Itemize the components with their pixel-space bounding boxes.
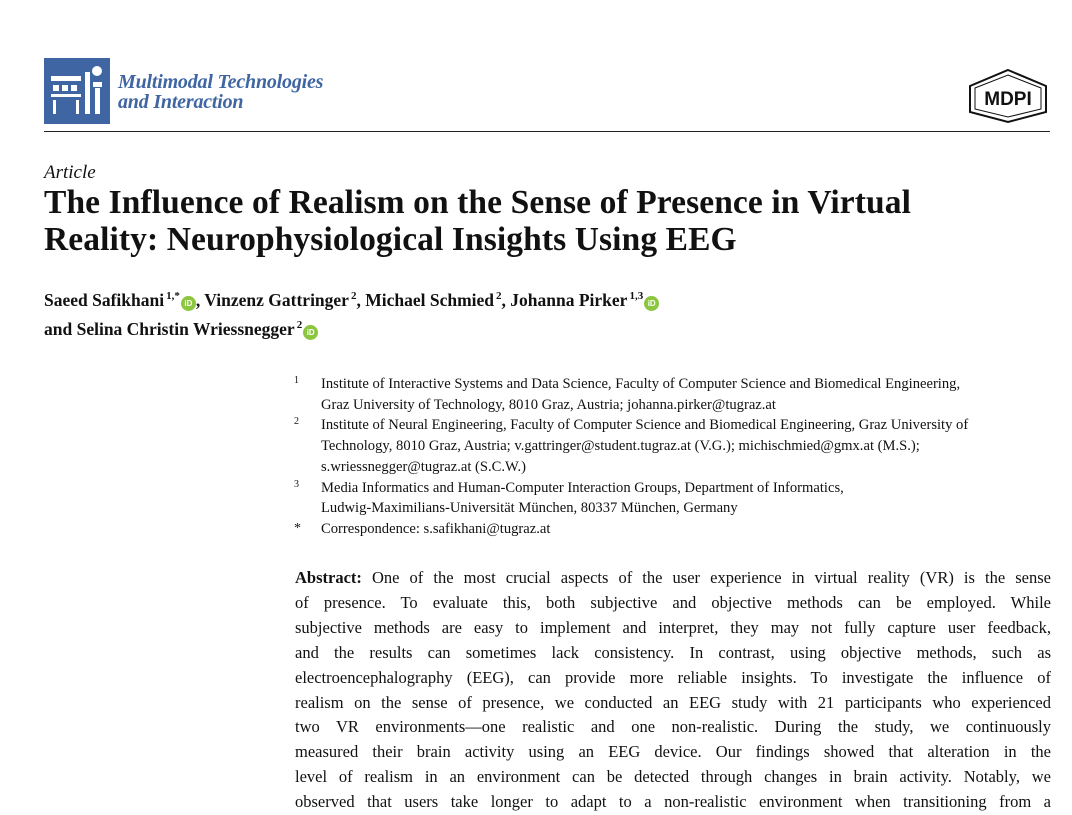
journal-name-line1: Multimodal Technologies xyxy=(118,71,324,93)
mdpi-logo-icon xyxy=(966,68,1050,124)
author-affiliation-mark: 2 xyxy=(350,290,357,302)
orcid-icon[interactable]: iD xyxy=(644,296,659,311)
abstract-line: level of realism in an environment can be detected through changes in brain activity. Notably, we xyxy=(295,767,1051,787)
affiliation-line: Graz University of Technology, 8010 Graz, Austria; johanna.pirker@tugraz.at xyxy=(321,396,776,413)
orcid-icon[interactable]: iD xyxy=(303,325,318,340)
abstract-line: subjective methods are easy to implement and interpret, they may not fully capture user feedback, xyxy=(295,617,1051,637)
author-affiliation-mark: 1,3 xyxy=(629,290,644,302)
abstract-line: realism on the sense of presence, we conducted an EEG study with 21 participants who experienced xyxy=(295,692,1051,712)
affiliation-item xyxy=(294,374,1052,415)
affiliation-mark: 3 xyxy=(294,478,299,490)
author-affiliation-mark: 1,* xyxy=(166,290,180,302)
author-line-2 xyxy=(44,313,1044,342)
abstract-label: Abstract: xyxy=(295,568,362,587)
author-list xyxy=(44,284,1044,342)
paper-title-line1: The Influence of Realism on the Sense of Presence in Virtual xyxy=(44,184,912,221)
affiliation-line: Institute of Neural Engineering, Faculty of Computer Science and Biomedical Engineering, Graz University of xyxy=(321,417,969,434)
affiliation-line: Ludwig-Maximilians-Universität München, 80337 München, Germany xyxy=(321,500,738,517)
affiliation-item xyxy=(294,415,1052,477)
abstract xyxy=(295,566,1051,815)
affiliation-mark: 2 xyxy=(294,416,299,428)
affiliation-line: s.wriessnegger@tugraz.at (S.C.W.) xyxy=(321,458,527,475)
author-affiliation-mark: 2 xyxy=(296,319,303,331)
journal-header xyxy=(44,58,1050,130)
correspondence-mark: * xyxy=(294,520,301,536)
paper-title-line2: Reality: Neurophysiological Insights Using EEG xyxy=(44,221,737,258)
affiliations xyxy=(294,374,1052,540)
affiliation-mark: 1 xyxy=(294,375,299,386)
abstract-line: observed that users take longer to adapt to a non-realistic environment when transitioning from a xyxy=(295,792,1051,812)
affiliation-line: Media Informatics and Human-Computer Interaction Groups, Department of Informatics, xyxy=(321,479,844,496)
author-name[interactable]: Johanna Pirker xyxy=(510,290,628,310)
journal-logo-icon xyxy=(44,58,110,124)
author-name[interactable]: Vinzenz Gattringer xyxy=(204,290,349,310)
correspondence-item xyxy=(294,519,1052,540)
journal-name xyxy=(118,72,323,112)
author-line-1: Saeed Safikhani $^{1,*}$iD , Vinzenz Gattringer $^2$, Michael Schmied $^2$, Johanna Pirker $^{1,3}$iD xyxy=(44,284,1044,313)
abstract-line: two VR environments—one realistic and one non-realistic. During the study, we continuously xyxy=(295,717,1051,737)
abstract-line: of presence. To evaluate this, both subjective and objective methods can be employed. While xyxy=(295,592,1051,612)
correspondence-line: Correspondence: s.safikhani@tugraz.at xyxy=(321,520,551,537)
mdpi-logo-text: MDPI xyxy=(984,89,1032,110)
abstract-line: and the results can sometimes lack consistency. In contrast, using objective methods, such as xyxy=(295,642,1051,662)
author-name[interactable]: and Selina Christin Wriessnegger xyxy=(44,319,295,339)
abstract-line: electroencephalography (EEG), can provide more reliable insights. To investigate the influence of xyxy=(295,667,1051,687)
paper-title xyxy=(44,184,1044,258)
journal-name-line2: and Interaction xyxy=(118,91,244,113)
article-type: Article xyxy=(44,162,96,183)
orcid-icon[interactable]: iD xyxy=(181,296,196,311)
abstract-line: measured their brain activity using an EEG device. Our findings showed that alteration in the xyxy=(295,742,1051,762)
author-name[interactable]: Saeed Safikhani xyxy=(44,290,165,310)
affiliation-line: Institute of Interactive Systems and Data Science, Faculty of Computer Science and Biomedical Engineering, xyxy=(321,376,961,392)
affiliation-item xyxy=(294,478,1052,519)
author-affiliation-mark: 2 xyxy=(496,290,502,302)
affiliation-line: Technology, 8010 Graz, Austria; v.gattringer@student.tugraz.at (V.G.); michischmied@gmx.at (M.S.); xyxy=(321,438,920,455)
abstract-line xyxy=(295,566,1051,591)
author-name[interactable]: Michael Schmied xyxy=(365,290,495,310)
abstract-text: One of the most crucial aspects of the user experience in virtual reality (VR) is the sense xyxy=(361,568,1051,587)
header-rule xyxy=(44,131,1050,132)
